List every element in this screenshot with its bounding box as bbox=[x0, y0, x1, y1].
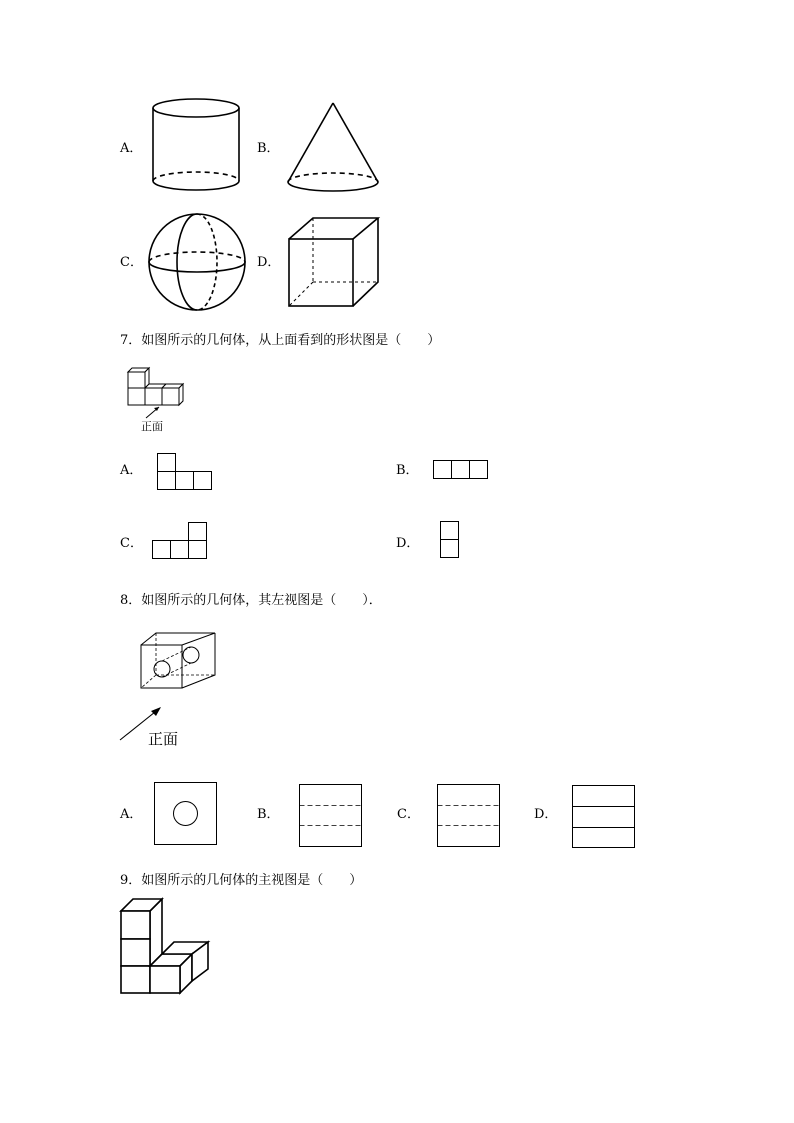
q6-cylinder-figure bbox=[150, 97, 244, 193]
q7-option-a-figure bbox=[157, 453, 213, 491]
q7-option-c-label: C． bbox=[120, 536, 143, 551]
q8-solid-figure bbox=[139, 632, 219, 692]
q8-option-b-figure bbox=[299, 784, 363, 848]
q7-option-d-figure bbox=[440, 521, 460, 559]
q8-question-text: 8．如图所示的几何体，其左视图是（ ）． bbox=[120, 593, 382, 608]
q8-option-d-label: D． bbox=[534, 807, 558, 822]
q7-option-b-label: B． bbox=[396, 463, 419, 478]
q7-question-text: 7．如图所示的几何体，从上面看到的形状图是（ ） bbox=[120, 333, 441, 348]
q6-sphere-figure bbox=[147, 212, 247, 312]
q9-question-text: 9．如图所示的几何体的主视图是（ ） bbox=[120, 873, 363, 888]
q7-option-c-figure bbox=[152, 522, 208, 560]
q8-front-caption: 正面 bbox=[148, 730, 179, 748]
q6-option-d-label: D． bbox=[257, 255, 281, 270]
q8-option-a-figure bbox=[154, 782, 218, 846]
q6-option-b-label: B． bbox=[257, 141, 280, 156]
q8-option-d-figure bbox=[572, 785, 636, 849]
q8-option-b-label: B． bbox=[257, 807, 280, 822]
q7-front-arrow-icon bbox=[145, 405, 161, 419]
q7-solid-figure bbox=[127, 368, 187, 408]
q6-cone-figure bbox=[284, 100, 382, 194]
q8-option-a-label: A． bbox=[120, 807, 143, 822]
q6-option-c-label: C． bbox=[120, 255, 143, 270]
q8-option-c-label: C． bbox=[397, 807, 420, 822]
q8-option-c-figure bbox=[437, 784, 501, 848]
q7-option-b-figure bbox=[433, 460, 489, 480]
q6-option-a-label: A． bbox=[120, 141, 143, 156]
q6-cube-figure bbox=[286, 215, 382, 309]
q7-option-a-label: A． bbox=[120, 463, 143, 478]
q7-front-caption: 正面 bbox=[141, 420, 163, 433]
q7-option-d-label: D． bbox=[396, 536, 420, 551]
q9-solid-figure bbox=[119, 896, 213, 996]
